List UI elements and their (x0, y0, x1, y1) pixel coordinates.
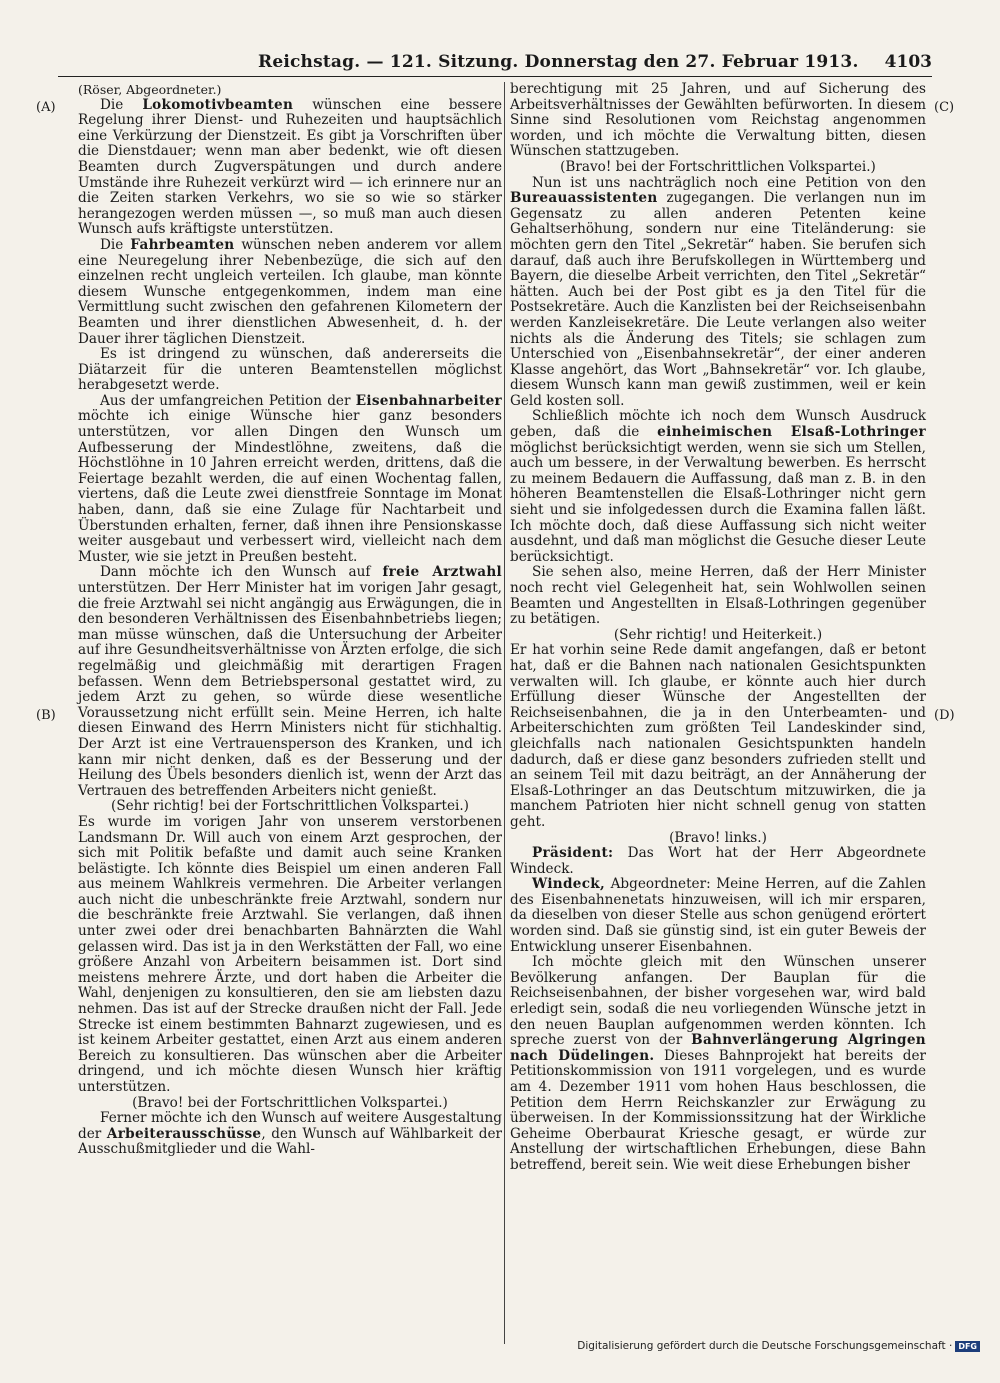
paragraph: Sie sehen also, meine Herren, daß der Herr Minister noch recht viel Gelegenheit hat, sein Wohlwollen seinen Beamten und Angestellten in Elsaß-Lothringen gegenüber zu betätigen. (510, 564, 926, 628)
paragraph (78, 98, 502, 238)
right-column (510, 82, 926, 1174)
text-run: zugegangen. Die verlangen nun im Gegensatz zu allen anderen Petenten keine Gehaltserhöhung, sondern nur eine Titeländerung: sie möchten gern den Titel „Sekretär“ haben. Sie berufen sich darauf, daß auch ihre Berufskollegen in Württemberg und Bayern, die dieselbe Arbeit verrichten, den Titel „Sekretär“ hätten. Auch bei der Post gibt es ja den Titel für die Postsekretäre. Auch die Kanzlisten bei der Reichseisenbahn werden Kanzleisekretäre. Die Leute verlangen also weiter nichts als die Änderung des Titels; sie schlagen zum Unterschied von „Eisenbahnsekretär“, der einer anderen Klasse angehört, das Wort „Bahnsekretär“ vor. Ich glaube, diesem Wunsch kann man gewiß zustimmen, weil er kein Geld kosten soll. (510, 190, 926, 409)
bold-keyword: Bahnverlängerung Algringen nach Düdelingen. (510, 1032, 926, 1064)
interjection: (Sehr richtig! und Heiterkeit.) (613, 626, 823, 643)
column-divider (504, 82, 505, 1344)
header-title: Reichstag. — 121. Sitzung. Donnerstag den 27. Februar 1913. (258, 52, 859, 72)
bold-keyword: Fahrbeamten (130, 236, 235, 253)
bold-keyword: Lokomotivbeamten (142, 96, 294, 113)
text-run: möglichst berücksichtigt werden, wenn sie sich um Stellen, auch um bessere, in der Verwaltung bewerben. Es herrscht zu meinem Bedauern die Auffassung, daß man z. B. in den höheren Beamtenstellen die Elsaß-Lothringer nicht gern sieht und sie infolgedessen durch die Examina fallen läßt. Ich möchte doch, daß diese Auffassung sich nicht weiter ausdehnt, und daß man möglichst die Gesuche dieser Leute berücksichtigt. (510, 439, 926, 565)
text-run: unterstützen. Der Herr Minister hat im vorigen Jahr gesagt, die freie Arztwahl sei nicht angängig aus Erwägungen, die in den besonderen Verhältnissen des Eisenbahnbetriebs liegen; man müsse wünschen, daß die Untersuchung der Arbeiter auf ihre Gesundheitsverhältnisse von Ärzten erfolge, die sich regelmäßig und gleichmäßig mit derartigen Fragen befassen. Wenn dem Betriebspersonal gestattet wird, zu jedem Arzt zu gehen, so würde diese wesentliche Voraussetzung nicht erfüllt sein. Meine Herren, ich halte diesen Einwand des Herrn Ministers nicht für stichhaltig. Der Arzt ist eine Vertrauensperson des Kranken, und ich kann mir nicht denken, daß es der Besserung und der Heilung des Übels besonders dienlich ist, wenn der Arzt das Vertrauen des betreffenden Arbeiters nicht genießt. (78, 580, 502, 799)
paragraph (510, 409, 926, 565)
bold-keyword: Arbeiterausschüsse (106, 1125, 262, 1142)
dfg-logo-icon: DFG (955, 1341, 980, 1352)
paragraph: Er hat vorhin seine Rede damit angefangen, daß er betont hat, daß er die Bahnen nach nationalen Gesichtspunkten verwalten will. Ich glaube, er könnte auch hier durch Erfüllung dieser Wünsche der Angestellten der Reichseisenbahnen, die ja in den Unterbeamten- und Arbeiterschichten zum größten Teil Landeskinder sind, gleichfalls nach nationalen Gesichtspunkten handeln dadurch, daß er diese ganz besonders zufrieden stellt und an seinem Teil mit dazu beiträgt, an der Annäherung der Elsaß-Lothringer an das Deutschtum mitzuwirken, die ja manchem Patrioten hier nicht schnell genug von statten geht. (510, 642, 926, 830)
paragraph (78, 1111, 502, 1158)
margin-marker-a: (A) (36, 100, 56, 115)
text-run: wünschen neben anderem vor allem eine Neuregelung ihrer Nebenbezüge, die sich auf den einzelnen recht ungleich verteilen. Ich glaube, man könnte diesem Wunsche entgegenkommen, indem man eine Vermittlung sucht zwischen den gefahrenen Kilometern der Beamten und ihrer dienstlichen Abwesenheit, d. h. der Dauer ihrer täglichen Dienstzeit. (78, 236, 502, 347)
paragraph: berechtigung mit 25 Jahren, und auf Sicherung des Arbeitsverhältnisses der Gewählten befürworten. In diesem Sinne sind Resolutionen vom Reichstag angenommen worden, und ich möchte die Verwaltung bitten, diesen Wünschen stattzugeben. (510, 81, 926, 160)
paragraph (510, 955, 926, 1173)
text-run: Aus der umfangreichen Petition der (100, 392, 356, 409)
interjection: (Bravo! links.) (669, 829, 767, 846)
interjection: (Bravo! bei der Fortschrittlichen Volkspartei.) (132, 1094, 448, 1111)
text-run: Die (100, 96, 143, 113)
margin-marker-c: (C) (934, 100, 955, 115)
text-run: Die (100, 236, 131, 253)
page-header (58, 52, 932, 77)
text-run: Das Wort hat der Herr Abgeordnete Windeck. (510, 845, 926, 877)
text-run: , den Wunsch auf Wählbarkeit der Ausschußmitglieder und die Wahl- (78, 1125, 503, 1158)
interjection: (Sehr richtig! bei der Fortschrittlichen Volkspartei.) (111, 798, 469, 815)
text-run: Dieses Bahnprojekt hat bereits der Petitionskommission von 1911 vorgelegen, und es wurde am 4. Dezember 1911 vom hohen Haus beschlossen, die Petition dem Herrn Reichskanzler zur Erwägung zu überweisen. In der Kommissionssitzung hat der Wirkliche Geheime Oberbaurat Kriesche gesagt, er würde zur Anstellung der wirtschaftlichen Erhebungen, diese Bahn betreffend, bereit sein. Wie weit diese Erhebungen bisher (510, 1047, 926, 1173)
text-run: wünschen eine bessere Regelung ihrer Dienst- und Ruhezeiten und hauptsächlich eine Verkürzung der Dienstzeit. Es gibt ja Vorschriften über die Dienstdauer; wenn man aber bedenkt, wie oft diesen Beamten durch Zugverspätungen und durch andere Umstände ihre Ruhezeit verkürzt wird — ich erinnere nur an die Zeiten starken Verkehrs, wo sie so wie so stärker herangezogen werden müssen —, so muß man auch diesen Wunsch aufs kräftigste unterstützen. (78, 96, 502, 238)
paragraph (78, 394, 502, 566)
page-number: 4103 (884, 52, 932, 72)
bold-keyword: freie Arztwahl (382, 564, 502, 581)
text-run: Dann möchte ich den Wunsch auf (100, 564, 383, 581)
digitization-footer (577, 1340, 980, 1352)
paragraph (510, 877, 926, 955)
paragraph: Es wurde im vorigen Jahr von unserem verstorbenen Landsmann Dr. Will auch von einem Arzt gesprochen, der sich mit Politik befaßte und damit auch seine Kranken belästigte. Ich könnte dies Beispiel um einen anderen Fall aus meinem Wahlkreis vermehren. Die Arbeiter verlangen auch nicht die unbeschränkte freie Arztwahl, sondern nur die beschränkte freie Arztwahl. Sie verlangen, daß ihnen unter zwei oder drei benachbarten Bahnärzten die Wahl gelassen wird. Das ist ja in den Werkstätten der Fall, wo eine größere Anzahl von Arbeitern beisammen ist. Dort sind meistens mehrere Ärzte, und dort haben die Arbeiter die Wahl, denjenigen zu konsultieren, den sie am liebsten dazu nehmen. Das ist auf der Strecke draußen nicht der Fall. Jede Strecke ist einem bestimmten Bahnarzt zugewiesen, und es ist keinem Arbeiter gestattet, einen Arzt aus einem anderen Bereich zu konsultieren. Das wünschen aber die Arbeiter dringend, und ich möchte diesen Wunsch hier kräftig unterstützen. (78, 813, 502, 1095)
paragraph (78, 238, 502, 347)
paragraph (510, 176, 926, 410)
interjection: (Bravo! bei der Fortschrittlichen Volkspartei.) (560, 158, 876, 175)
text-run: Ich möchte gleich mit den Wünschen unserer Bevölkerung anfangen. Der Bauplan für die Reichseisenbahnen, der bisher vorgesehen war, wird bald erledigt sein, sodaß die neu vorliegenden Wünsche jetzt in den neuen Bauplan aufgenommen werden könnten. Ich spreche zuerst von der (510, 954, 926, 1049)
bold-keyword: einheimischen Elsaß-Lothringer (657, 424, 926, 441)
text-run: Schließlich möchte ich noch dem Wunsch Ausdruck geben, daß die (510, 408, 926, 441)
speaker-note: (Röser, Abgeordneter.) (78, 82, 222, 97)
paragraph (510, 846, 926, 877)
bold-keyword: Bureauassistenten (510, 190, 658, 207)
paragraph: Es ist dringend zu wünschen, daß andererseits die Diätarzeit für die unteren Beamtenstellen möglichst herabgesetzt werde. (78, 346, 502, 394)
left-column (78, 82, 502, 1158)
speaker-label: Windeck, (532, 876, 606, 893)
margin-marker-b: (B) (36, 708, 56, 723)
text-run: möchte ich einige Wünsche hier ganz besonders unterstützen, vor allen Dingen den Wunsch um Aufbesserung der Mindestlöhne, zweitens, daß die Höchstlöhne in 10 Jahren erreicht werden, drittens, daß die Feiertage bezahlt werden, die auf einen Wochentag fallen, viertens, daß die Leute zwei dienstfreie Sonntage im Monat haben, dann, daß sie eine Zulage für Nachtarbeit und Überstunden erhalten, ferner, daß ihnen ihre Pensionskasse weiter ausgebaut und verbessert wird, vielleicht nach dem Muster, wie sie jetzt in Preußen besteht. (78, 408, 502, 565)
speaker-label: Präsident: (532, 845, 614, 862)
margin-marker-d: (D) (934, 708, 955, 723)
text-run: Abgeordneter: Meine Herren, auf die Zahlen des Eisenbahnenetats hinzuweisen, will ich mir ersparen, da dieselben von dieser Stelle aus schon genügend erörtert worden sind. Daß sie günstig sind, ist ein guter Beweis der Entwicklung unserer Eisenbahnen. (510, 876, 926, 955)
text-run: Nun ist uns nachträglich noch eine Petition von den (532, 174, 926, 191)
bold-keyword: Eisenbahnarbeiter (355, 392, 502, 409)
footer-text: Digitalisierung gefördert durch die Deutsche Forschungsgemeinschaft · (577, 1340, 953, 1352)
paragraph (78, 565, 502, 799)
text-run: Ferner möchte ich den Wunsch auf weitere Ausgestaltung der (78, 1110, 502, 1142)
